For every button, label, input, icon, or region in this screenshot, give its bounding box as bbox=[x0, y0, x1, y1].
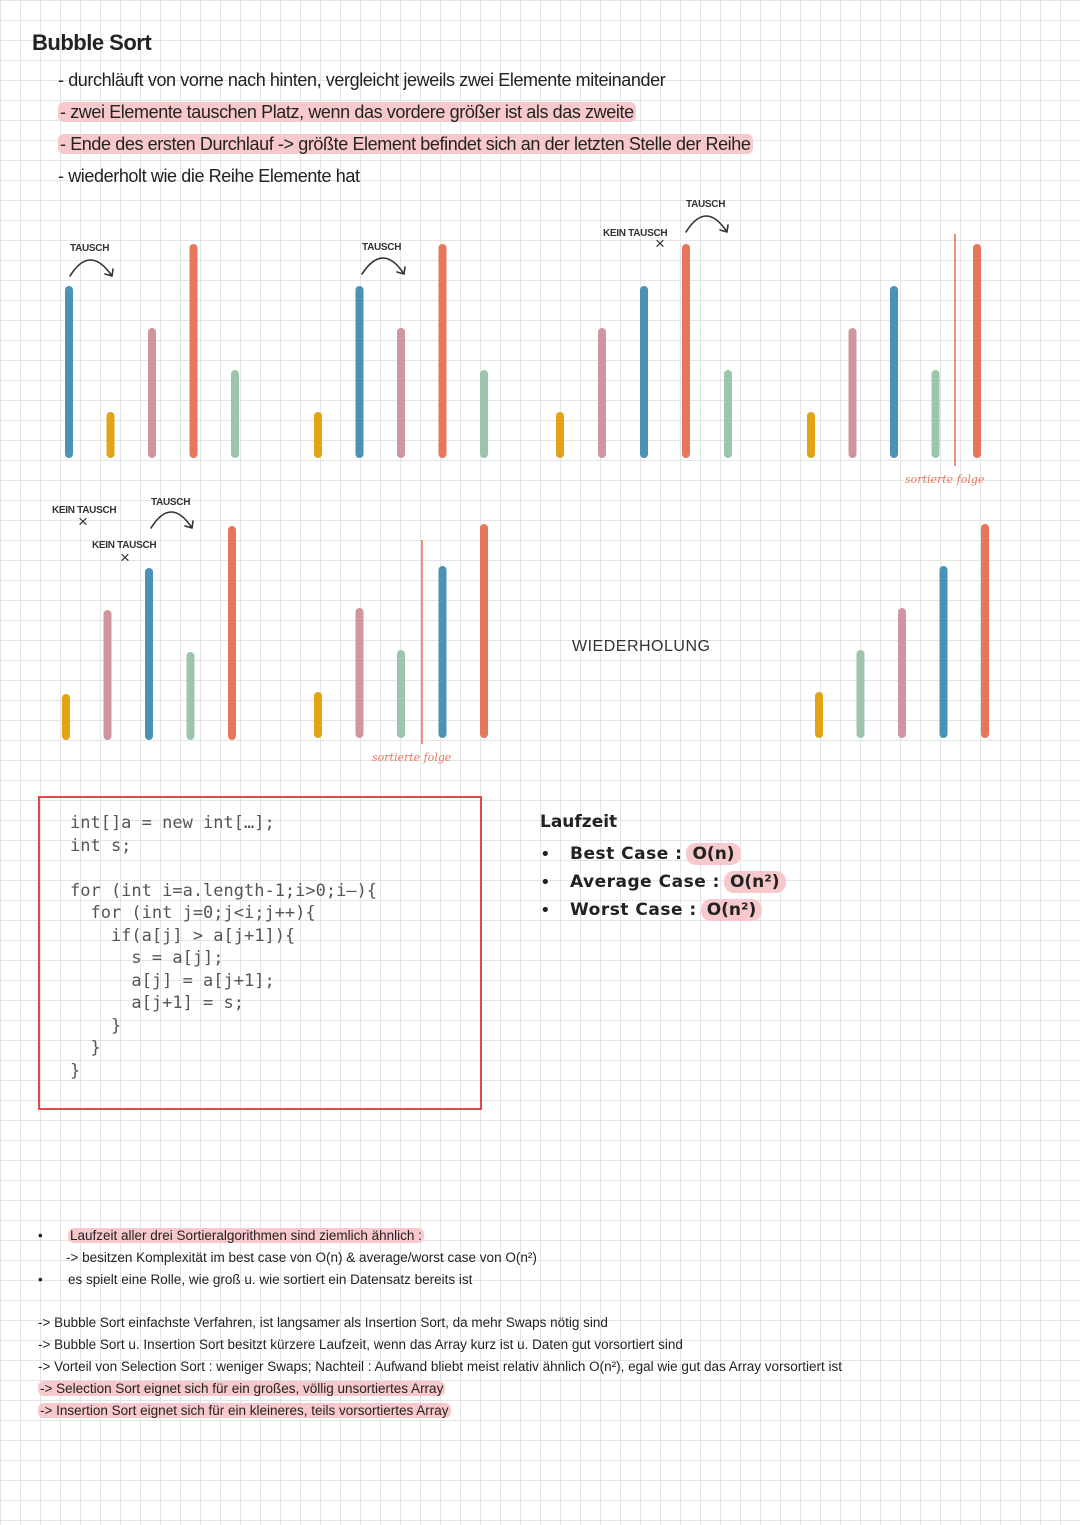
comparison-item: -> Selection Sort eignet sich für ein großes, völlig unsortiertes Array bbox=[40, 1381, 444, 1396]
page-title: Bubble Sort bbox=[32, 30, 152, 55]
no-swap-label: KEIN TAUSCH bbox=[92, 540, 157, 551]
description-item: - zwei Elemente tauschen Platz, wenn das vordere größer ist als das zweite bbox=[60, 102, 634, 122]
bullet-icon: • bbox=[38, 1228, 43, 1243]
swap-arc bbox=[362, 258, 405, 274]
sorted-sequence-label: sortierte folge bbox=[905, 473, 985, 486]
description-item: - Ende des ersten Durchlauf -> größte Element befindet sich an der letzten Stelle der Reihe bbox=[60, 134, 751, 154]
swap-label: TAUSCH bbox=[362, 242, 402, 253]
note-subitem: -> besitzen Komplexität im best case von O(n) & average/worst case von O(n²) bbox=[66, 1250, 537, 1265]
description-item: - wiederholt wie die Reihe Elemente hat bbox=[58, 166, 360, 186]
sorted-sequence-label: sortierte folge bbox=[372, 751, 452, 764]
note-item: • es spielt eine Rolle, wie groß u. wie sortiert ein Datensatz bereits ist bbox=[38, 1269, 537, 1291]
swap-label: TAUSCH bbox=[151, 497, 191, 508]
swap-arc bbox=[70, 260, 113, 276]
runtime-case: • Worst Case : O(n²) bbox=[540, 896, 786, 924]
bullet-icon: • bbox=[38, 1272, 43, 1287]
description-item: - durchläuft von vorne nach hinten, vergleicht jeweils zwei Elemente miteinander bbox=[58, 70, 666, 90]
repetition-label: WIEDERHOLUNG bbox=[572, 638, 711, 655]
swap-arc bbox=[686, 216, 728, 232]
comparison-notes bbox=[38, 1312, 842, 1422]
code-snippet: int[]a = new int[…]; int s; for (int i=a.length-1;i>0;i—){ for (int j=0;j<i;j++){ if(a[j] > a[j+1]){ s = a[j]; a[j] = a[j+1]; a[j+1] = s; } } } bbox=[70, 813, 378, 1081]
bullet-icon: • bbox=[540, 899, 551, 921]
runtime-case: • Average Case : O(n²) bbox=[540, 868, 786, 896]
no-swap-label: KEIN TAUSCH bbox=[52, 505, 117, 516]
runtime-case: • Best Case : O(n) bbox=[540, 840, 786, 868]
swap-label: TAUSCH bbox=[686, 199, 726, 210]
no-swap-cross-icon: × bbox=[120, 548, 130, 567]
note-item: • Laufzeit aller drei Sortieralgorithmen sind ziemlich ähnlich : bbox=[38, 1225, 537, 1247]
no-swap-cross-icon: × bbox=[78, 512, 88, 531]
comparison-item: -> Bubble Sort einfachste Verfahren, ist langsamer als Insertion Sort, da mehr Swaps nötig sind bbox=[38, 1315, 608, 1330]
bullet-icon: • bbox=[540, 871, 551, 893]
runtime-section bbox=[540, 812, 786, 924]
swap-label: TAUSCH bbox=[70, 243, 110, 254]
bullet-icon: • bbox=[540, 843, 551, 865]
notes-bullets bbox=[38, 1225, 537, 1291]
comparison-item: -> Insertion Sort eignet sich für ein kleineres, teils vorsortiertes Array bbox=[40, 1403, 449, 1418]
comparison-item: -> Vorteil von Selection Sort : weniger Swaps; Nachteil : Aufwand bliebt meist relativ ähnlich O(n²), egal wie gut das Array vorsortiert ist bbox=[38, 1359, 842, 1374]
runtime-title: Laufzeit bbox=[540, 812, 618, 832]
no-swap-cross-icon: × bbox=[655, 234, 665, 253]
no-swap-label: KEIN TAUSCH bbox=[603, 228, 668, 239]
comparison-item: -> Bubble Sort u. Insertion Sort besitzt kürzere Laufzeit, wenn das Array kurz ist u. Daten gut vorsortiert sind bbox=[38, 1337, 683, 1352]
swap-arc bbox=[151, 512, 193, 528]
